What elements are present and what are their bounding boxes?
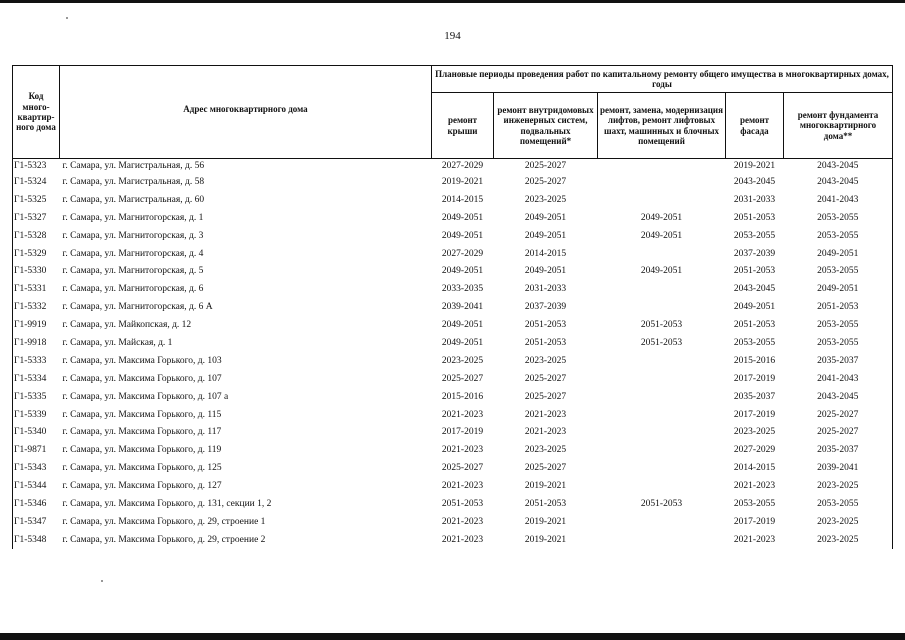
- house-code: Г1-5331: [13, 280, 60, 298]
- table-row: [13, 423, 893, 441]
- facade-period: 2053-2055: [733, 230, 776, 241]
- systems-period: 2025-2027: [524, 176, 567, 187]
- roof-period: 2021-2023: [441, 409, 484, 420]
- house-code: Г1-5344: [13, 477, 60, 495]
- table-row: [13, 227, 893, 245]
- house-address: г. Самара, ул. Максима Горького, д. 103: [62, 355, 222, 366]
- roof-period: 2027-2029: [441, 248, 484, 259]
- house-address: г. Самара, ул. Майкопская, д. 12: [62, 320, 192, 331]
- page-number: 194: [444, 30, 461, 42]
- table-row: [13, 209, 893, 227]
- house-code: Г1-5325: [13, 191, 60, 209]
- lifts-period: [598, 370, 726, 388]
- facade-period: 2015-2016: [733, 355, 776, 366]
- foundation-period: 2039-2041: [784, 459, 893, 477]
- systems-period: 2025-2027: [524, 463, 567, 474]
- table-row: [13, 173, 893, 191]
- facade-period: 2037-2039: [733, 248, 776, 259]
- systems-period: 2023-2025: [524, 194, 567, 205]
- lifts-period: 2051-2053: [640, 320, 683, 331]
- lifts-period: 2049-2051: [640, 230, 683, 241]
- house-address: г. Самара, ул. Максима Горького, д. 107 а: [62, 391, 229, 402]
- systems-period: 2025-2027: [524, 391, 567, 402]
- systems-period: 2019-2021: [524, 534, 567, 545]
- foundation-period: 2053-2055: [784, 227, 893, 245]
- facade-period: 2049-2051: [733, 302, 776, 313]
- foundation-period: 2043-2045: [784, 173, 893, 191]
- foundation-period: 2043-2045: [784, 159, 893, 174]
- header-lifts: ремонт, замена, модернизация лифтов, ремонт лифтовых шахт, машинных и блочных помещений: [598, 93, 726, 159]
- systems-period: 2019-2021: [524, 481, 567, 492]
- roof-period: 2021-2023: [441, 445, 484, 456]
- facade-period: 2017-2019: [733, 516, 776, 527]
- roof-period: 2049-2051: [441, 266, 484, 277]
- lifts-period: [598, 406, 726, 424]
- systems-period: 2037-2039: [524, 302, 567, 313]
- house-address: г. Самара, ул. Магнитогорская, д. 6: [62, 284, 204, 295]
- house-code: Г1-5340: [13, 423, 60, 441]
- roof-period: 2049-2051: [441, 230, 484, 241]
- lifts-period: [598, 191, 726, 209]
- house-code: Г1-5339: [13, 406, 60, 424]
- systems-period: 2021-2023: [524, 427, 567, 438]
- house-address: г. Самара, ул. Максима Горького, д. 29, строение 1: [62, 516, 266, 527]
- roof-period: 2049-2051: [441, 320, 484, 331]
- roof-period: 2021-2023: [441, 516, 484, 527]
- house-address: г. Самара, ул. Максима Горького, д. 117: [62, 427, 222, 438]
- facade-period: 2031-2033: [733, 194, 776, 205]
- systems-period: 2051-2053: [524, 320, 567, 331]
- roof-period: 2027-2029: [441, 161, 484, 171]
- table-row: [13, 370, 893, 388]
- house-address: г. Самара, ул. Магнитогорская, д. 6 А: [62, 302, 213, 313]
- facade-period: 2027-2029: [733, 445, 776, 456]
- lifts-period: [598, 423, 726, 441]
- lifts-period: [598, 298, 726, 316]
- table-row: [13, 334, 893, 352]
- systems-period: 2025-2027: [524, 373, 567, 384]
- house-code: Г1-5330: [13, 262, 60, 280]
- foundation-period: 2023-2025: [784, 513, 893, 531]
- header-facade: ремонт фасада: [726, 93, 784, 159]
- house-code: Г1-5334: [13, 370, 60, 388]
- house-address: г. Самара, ул. Максима Горького, д. 125: [62, 463, 222, 474]
- scan-speck: [101, 580, 103, 582]
- foundation-period: 2049-2051: [784, 280, 893, 298]
- lifts-period: [598, 459, 726, 477]
- facade-period: 2017-2019: [733, 373, 776, 384]
- lifts-period: [598, 280, 726, 298]
- table-row: [13, 477, 893, 495]
- systems-period: 2019-2021: [524, 516, 567, 527]
- foundation-period: 2041-2043: [784, 370, 893, 388]
- lifts-period: 2051-2053: [640, 337, 683, 348]
- foundation-period: 2043-2045: [784, 388, 893, 406]
- roof-period: 2023-2025: [441, 355, 484, 366]
- header-foundation: ремонт фундамента многоквартирного дома**: [784, 93, 893, 159]
- foundation-period: 2053-2055: [784, 334, 893, 352]
- house-address: г. Самара, ул. Максима Горького, д. 131, секции 1, 2: [62, 498, 272, 509]
- lifts-period: [598, 477, 726, 495]
- foundation-period: 2023-2025: [784, 477, 893, 495]
- house-address: г. Самара, ул. Магнитогорская, д. 3: [62, 230, 204, 241]
- facade-period: 2014-2015: [733, 463, 776, 474]
- table-row: [13, 388, 893, 406]
- lifts-period: [598, 531, 726, 549]
- header-systems: ремонт внутридомовых инженерных систем, подвальных помещений*: [494, 93, 598, 159]
- house-address: г. Самара, ул. Максима Горького, д. 119: [62, 445, 222, 456]
- facade-period: 2021-2023: [733, 481, 776, 492]
- table-row: [13, 531, 893, 549]
- table-row: [13, 298, 893, 316]
- facade-period: 2051-2053: [733, 212, 776, 223]
- roof-period: 2051-2053: [441, 498, 484, 509]
- table-row: [13, 262, 893, 280]
- lifts-period: [598, 173, 726, 191]
- roof-period: 2049-2051: [441, 337, 484, 348]
- lifts-period: 2051-2053: [640, 498, 683, 509]
- house-address: г. Самара, ул. Магнитогорская, д. 1: [62, 212, 204, 223]
- bottom-border-line: [0, 633, 905, 640]
- house-code: Г1-5346: [13, 495, 60, 513]
- house-code: Г1-5329: [13, 245, 60, 263]
- systems-period: 2051-2053: [524, 498, 567, 509]
- lifts-period: [598, 388, 726, 406]
- table-row: [13, 280, 893, 298]
- foundation-period: 2053-2055: [784, 316, 893, 334]
- repair-schedule-table: [12, 65, 893, 549]
- house-address: г. Самара, ул. Магистральная, д. 58: [62, 176, 205, 187]
- house-address: г. Самара, ул. Максима Горького, д. 127: [62, 481, 222, 492]
- systems-period: 2049-2051: [524, 230, 567, 241]
- facade-period: 2021-2023: [733, 534, 776, 545]
- systems-period: 2014-2015: [524, 248, 567, 259]
- foundation-period: 2025-2027: [784, 406, 893, 424]
- house-code: Г1-5333: [13, 352, 60, 370]
- facade-period: 2019-2021: [733, 161, 776, 171]
- scan-speck: [66, 17, 68, 19]
- house-address: г. Самара, ул. Максима Горького, д. 115: [62, 409, 222, 420]
- table-row: [13, 513, 893, 531]
- systems-period: 2049-2051: [524, 266, 567, 277]
- roof-period: 2019-2021: [441, 176, 484, 187]
- roof-period: 2017-2019: [441, 427, 484, 438]
- systems-period: 2025-2027: [524, 161, 567, 171]
- house-code: Г1-9919: [13, 316, 60, 334]
- table-row: [13, 316, 893, 334]
- header-address: Адрес многоквартирного дома: [60, 66, 432, 159]
- house-code: Г1-5348: [13, 531, 60, 549]
- systems-period: 2051-2053: [524, 337, 567, 348]
- table-row: [13, 191, 893, 209]
- house-code: Г1-5323: [13, 159, 60, 174]
- foundation-period: 2023-2025: [784, 531, 893, 549]
- lifts-period: [598, 245, 726, 263]
- lifts-period: 2049-2051: [640, 212, 683, 223]
- table-row: [13, 159, 893, 174]
- house-address: г. Самара, ул. Магистральная, д. 56: [62, 161, 205, 171]
- table-row: [13, 245, 893, 263]
- roof-period: 2025-2027: [441, 373, 484, 384]
- facade-period: 2035-2037: [733, 391, 776, 402]
- header-code: Код много-квартир-ного дома: [13, 66, 60, 159]
- house-code: Г1-5327: [13, 209, 60, 227]
- systems-period: 2023-2025: [524, 445, 567, 456]
- systems-period: 2021-2023: [524, 409, 567, 420]
- top-border-line: [0, 0, 905, 3]
- lifts-period: [598, 352, 726, 370]
- foundation-period: 2035-2037: [784, 441, 893, 459]
- systems-period: 2049-2051: [524, 212, 567, 223]
- facade-period: 2043-2045: [733, 176, 776, 187]
- roof-period: 2025-2027: [441, 463, 484, 474]
- foundation-period: 2041-2043: [784, 191, 893, 209]
- house-code: Г1-5332: [13, 298, 60, 316]
- roof-period: 2014-2015: [441, 194, 484, 205]
- foundation-period: 2053-2055: [784, 262, 893, 280]
- header-roof: ремонт крыши: [432, 93, 494, 159]
- house-code: Г1-9871: [13, 441, 60, 459]
- lifts-period: [598, 441, 726, 459]
- roof-period: 2049-2051: [441, 212, 484, 223]
- lifts-period: [598, 513, 726, 531]
- facade-period: 2017-2019: [733, 409, 776, 420]
- table-row: [13, 441, 893, 459]
- foundation-period: 2051-2053: [784, 298, 893, 316]
- facade-period: 2051-2053: [733, 266, 776, 277]
- systems-period: 2031-2033: [524, 284, 567, 295]
- foundation-period: 2053-2055: [784, 209, 893, 227]
- house-code: Г1-5347: [13, 513, 60, 531]
- foundation-period: 2049-2051: [784, 245, 893, 263]
- house-address: г. Самара, ул. Майская, д. 1: [62, 337, 173, 348]
- lifts-period: 2049-2051: [640, 266, 683, 277]
- facade-period: 2051-2053: [733, 320, 776, 331]
- roof-period: 2021-2023: [441, 481, 484, 492]
- facade-period: 2053-2055: [733, 498, 776, 509]
- house-address: г. Самара, ул. Магнитогорская, д. 4: [62, 248, 204, 259]
- table-row: [13, 406, 893, 424]
- house-code: Г1-5343: [13, 459, 60, 477]
- facade-period: 2053-2055: [733, 337, 776, 348]
- foundation-period: 2053-2055: [784, 495, 893, 513]
- header-work-periods: Плановые периоды проведения работ по капитальному ремонту общего имущества в многоквартирных домах, годы: [432, 66, 893, 93]
- house-code: Г1-5324: [13, 173, 60, 191]
- house-code: Г1-5335: [13, 388, 60, 406]
- foundation-period: 2025-2027: [784, 423, 893, 441]
- house-code: Г1-5328: [13, 227, 60, 245]
- foundation-period: 2035-2037: [784, 352, 893, 370]
- house-address: г. Самара, ул. Максима Горького, д. 29, строение 2: [62, 534, 266, 545]
- house-address: г. Самара, ул. Максима Горького, д. 107: [62, 373, 222, 384]
- facade-period: 2043-2045: [733, 284, 776, 295]
- facade-period: 2023-2025: [733, 427, 776, 438]
- roof-period: 2021-2023: [441, 534, 484, 545]
- roof-period: 2033-2035: [441, 284, 484, 295]
- house-address: г. Самара, ул. Магистральная, д. 60: [62, 194, 205, 205]
- lifts-period: [598, 159, 726, 174]
- roof-period: 2015-2016: [441, 391, 484, 402]
- systems-period: 2023-2025: [524, 355, 567, 366]
- house-address: г. Самара, ул. Магнитогорская, д. 5: [62, 266, 204, 277]
- table-row: [13, 495, 893, 513]
- roof-period: 2039-2041: [441, 302, 484, 313]
- house-code: Г1-9918: [13, 334, 60, 352]
- table-row: [13, 352, 893, 370]
- table-row: [13, 459, 893, 477]
